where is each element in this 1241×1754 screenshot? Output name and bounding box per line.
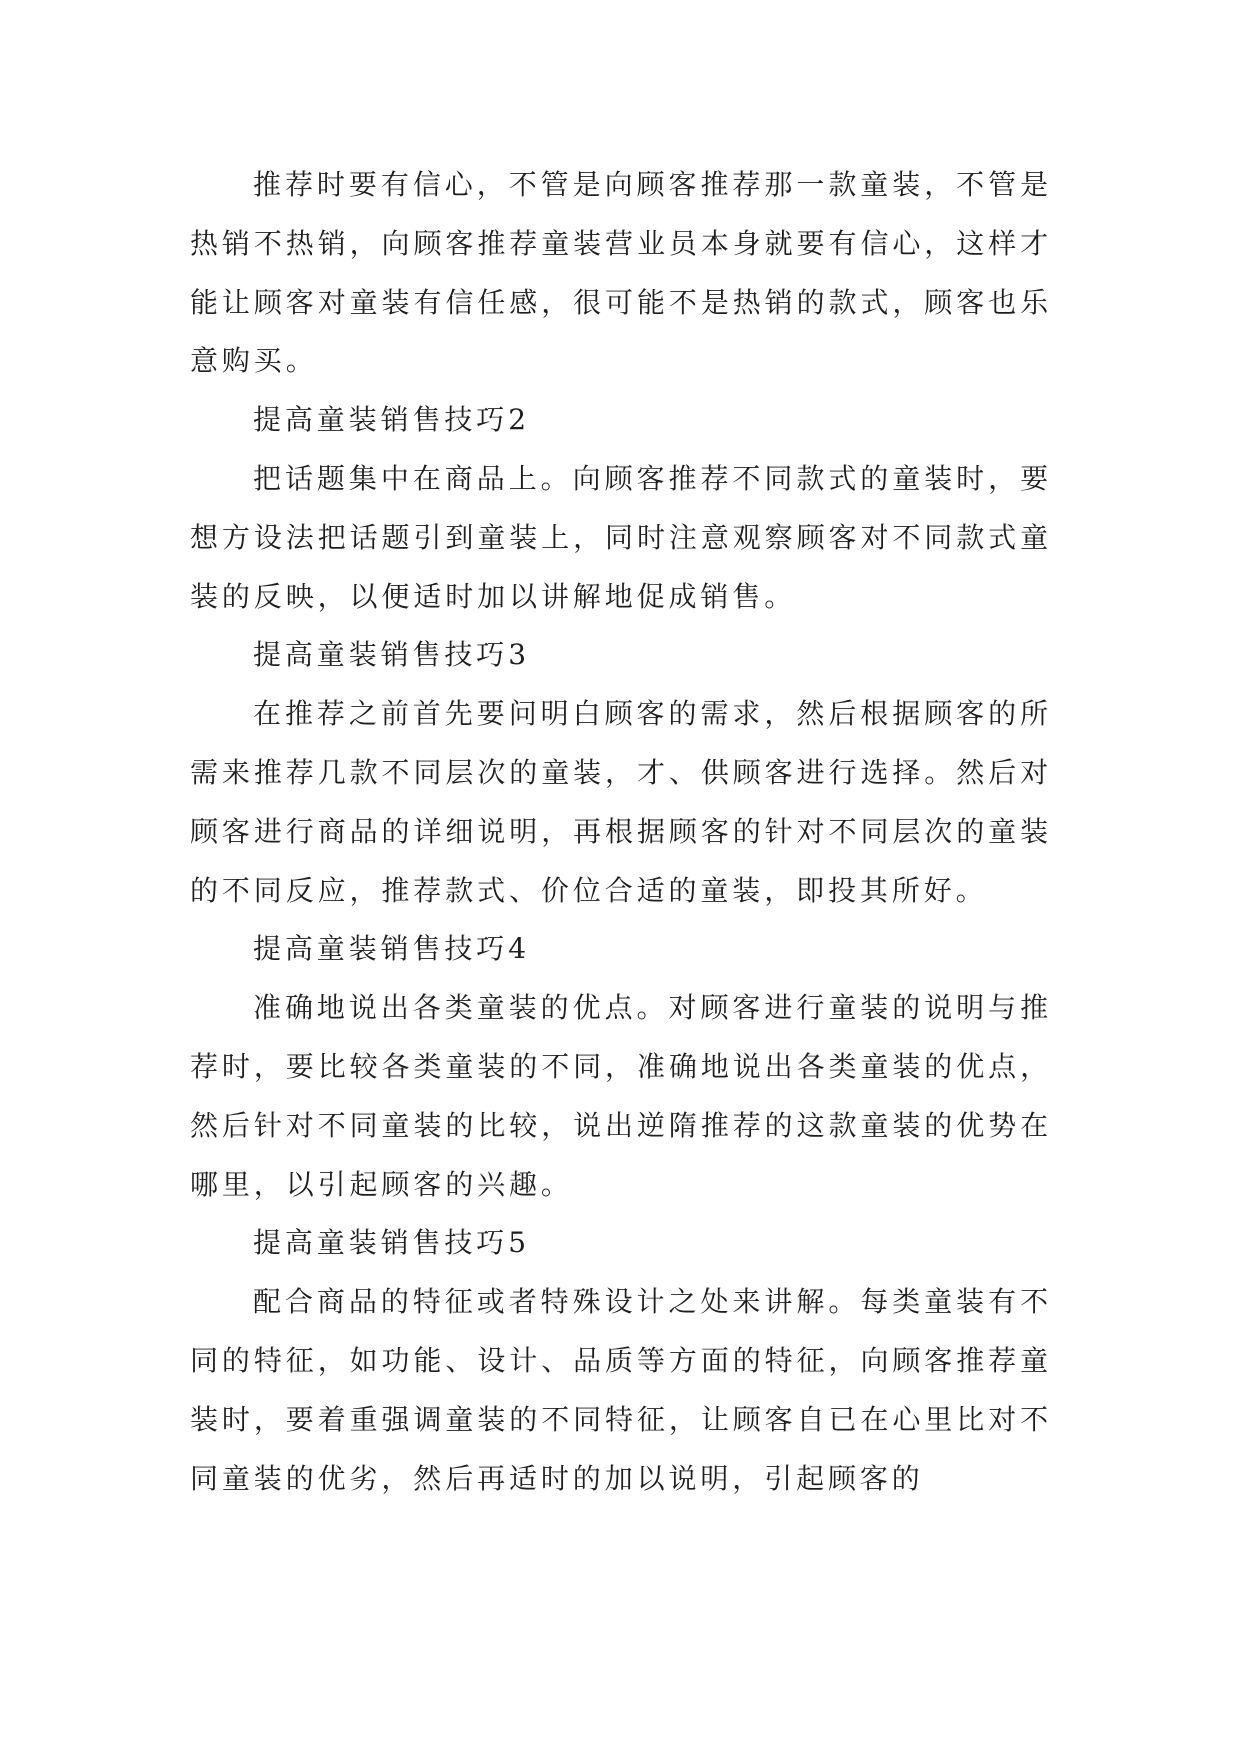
section-heading: 提高童装销售技巧4 <box>253 932 530 966</box>
body-paragraph: 准确地说出各类童装的优点。对顾客进行童装的说明与推荐时，要比较各类童装的不同，准确地说出各类童装的优点，然后针对不同童装的比较，说出逆隋推荐的这款童装的优势在哪里，以引起顾客的兴趣。 <box>190 991 1052 1201</box>
section-heading: 提高童装销售技巧2 <box>253 403 530 437</box>
section-heading: 提高童装销售技巧3 <box>253 638 530 672</box>
section-heading: 提高童装销售技巧5 <box>253 1226 530 1260</box>
body-paragraph: 推荐时要有信心，不管是向顾客推荐那一款童装，不管是热销不热销，向顾客推荐童装营业员本身就要有信心，这样才能让顾客对童装有信任感，很可能不是热销的款式，顾客也乐意购买。 <box>190 168 1052 378</box>
body-paragraph: 在推荐之前首先要问明白顾客的需求，然后根据顾客的所需来推荐几款不同层次的童装，才、供顾客进行选择。然后对顾客进行商品的详细说明，再根据顾客的针对不同层次的童装的不同反应，推荐款式、价位合适的童装，即投其所好。 <box>190 697 1052 907</box>
body-paragraph: 把话题集中在商品上。向顾客推荐不同款式的童装时，要想方设法把话题引到童装上，同时注意观察顾客对不同款式童装的反映，以便适时加以讲解地促成销售。 <box>190 461 1052 613</box>
body-paragraph: 配合商品的特征或者特殊设计之处来讲解。每类童装有不同的特征，如功能、设计、品质等方面的特征，向顾客推荐童装时，要着重强调童装的不同特征，让顾客自已在心里比对不同童装的优劣，然后再适时的加以说明，引起顾客的 <box>190 1285 1052 1495</box>
document-body <box>190 156 1052 1508</box>
